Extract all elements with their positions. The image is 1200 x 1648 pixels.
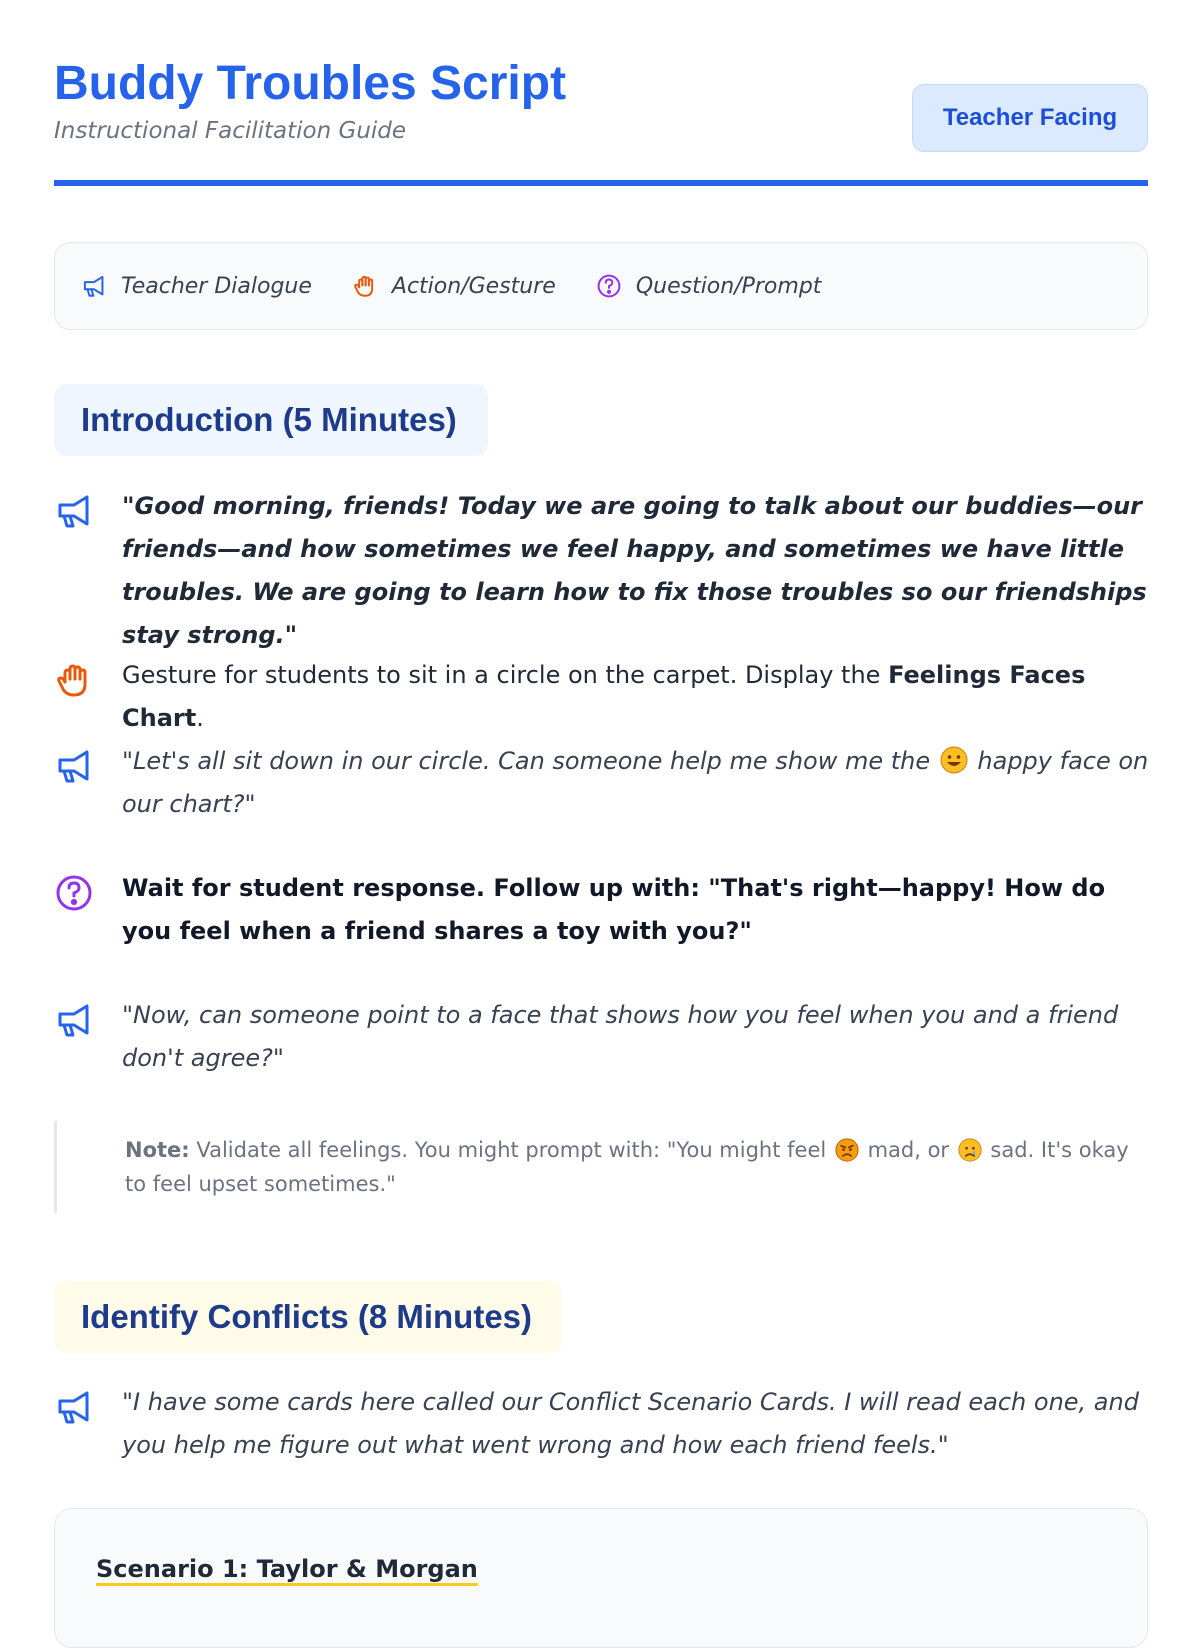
page-title: Buddy Troubles Script bbox=[54, 57, 567, 110]
megaphone-icon bbox=[54, 1387, 94, 1427]
mad-face-emoji bbox=[835, 1138, 859, 1162]
megaphone-icon bbox=[54, 491, 94, 531]
script-item-dialogue bbox=[54, 740, 1150, 826]
header-divider bbox=[54, 180, 1148, 186]
action-text-before: Gesture for students to sit in a circle on the carpet. Display the bbox=[122, 661, 889, 689]
legend-label-action: Action/Gesture bbox=[391, 273, 556, 299]
question-text: Wait for student response. Follow up with: "That's right—happy! How do you feel when a friend shares a toy with you?" bbox=[122, 874, 1106, 945]
scenario-title: Scenario 1: Taylor & Morgan bbox=[96, 1555, 478, 1583]
script-item-question bbox=[54, 867, 1150, 953]
megaphone-icon bbox=[54, 1000, 94, 1040]
sad-face-emoji bbox=[958, 1138, 982, 1162]
teacher-facing-badge: Teacher Facing bbox=[912, 84, 1148, 152]
script-item-action bbox=[54, 654, 1150, 740]
dialogue-text: "Now, can someone point to a face that shows how you feel when you and a friend don't agree?" bbox=[122, 1001, 1119, 1072]
facilitator-note bbox=[54, 1121, 1150, 1213]
page-header bbox=[54, 52, 1148, 184]
legend-item-dialogue bbox=[81, 273, 312, 299]
script-item-dialogue bbox=[54, 1381, 1150, 1467]
section-heading-identify-conflicts: Identify Conflicts (8 Minutes) bbox=[54, 1281, 562, 1353]
section-heading-introduction: Introduction (5 Minutes) bbox=[54, 384, 488, 456]
question-circle-icon bbox=[596, 273, 622, 299]
legend-label-dialogue: Teacher Dialogue bbox=[121, 273, 312, 299]
icon-legend bbox=[54, 242, 1148, 330]
legend-item-action bbox=[352, 273, 556, 299]
note-text-part1: Validate all feelings. You might prompt with: "You might feel bbox=[189, 1138, 833, 1162]
dialogue-text-before: "Let's all sit down in our circle. Can someone help me show me the bbox=[122, 747, 938, 775]
question-circle-icon bbox=[54, 873, 94, 913]
script-item-dialogue bbox=[54, 994, 1150, 1080]
megaphone-icon bbox=[81, 273, 107, 299]
note-text-part3: sad. It's okay to feel upset sometimes." bbox=[125, 1138, 1129, 1196]
script-item-dialogue bbox=[54, 485, 1150, 657]
megaphone-icon bbox=[54, 746, 94, 786]
note-label: Note: bbox=[125, 1138, 190, 1162]
dialogue-text: "Good morning, friends! Today we are going to talk about our buddies—our friends—and how sometimes we feel happy, and sometimes we have little troubles. We are going to learn how to fix those troubles so our friendships stay strong." bbox=[122, 492, 1147, 649]
dialogue-text bbox=[122, 740, 1150, 826]
legend-label-question: Question/Prompt bbox=[635, 273, 822, 299]
feelings-faces-chart-label: Feelings Faces Chart bbox=[122, 661, 1086, 732]
action-text-after: . bbox=[196, 704, 204, 732]
dialogue-text-after: happy face on our chart?" bbox=[122, 747, 1149, 818]
happy-face-emoji bbox=[940, 746, 968, 774]
hand-icon bbox=[352, 273, 378, 299]
note-text-part2: mad, or bbox=[860, 1138, 956, 1162]
hand-icon bbox=[54, 660, 94, 700]
action-text bbox=[122, 654, 1150, 740]
legend-item-question bbox=[596, 273, 822, 299]
dialogue-text: "I have some cards here called our Conflict Scenario Cards. I will read each one, and you help me figure out what went wrong and how each friend feels." bbox=[122, 1388, 1139, 1459]
page-subtitle: Instructional Facilitation Guide bbox=[54, 118, 407, 144]
scenario-card bbox=[54, 1508, 1148, 1648]
